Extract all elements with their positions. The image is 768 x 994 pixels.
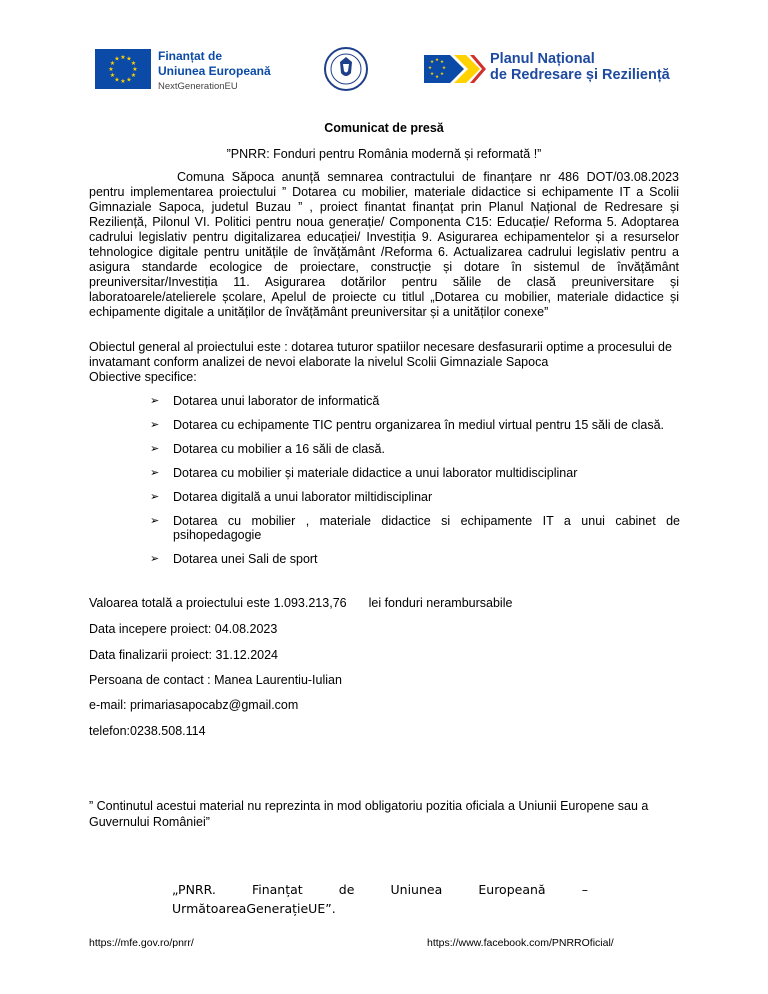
arrow-bullet-icon: ➢ — [150, 443, 160, 455]
arrow-bullet-icon: ➢ — [150, 467, 160, 479]
objectives-list — [150, 394, 680, 566]
list-item: ➢ Dotarea unui laborator de informatică — [150, 394, 380, 408]
eu-logo-line1: Finanțat de — [158, 49, 223, 63]
svg-text:★: ★ — [130, 72, 137, 79]
eu-logo-line3: NextGenerationEU — [158, 81, 238, 92]
total-value-suffix: lei fonduri nerambursabile — [368, 596, 513, 610]
list-item: ➢ Dotarea cu mobilier a 16 săli de clasă. — [150, 442, 385, 456]
document-subtitle: ”PNRR: Fonduri pentru România modernă și reformată !” — [226, 147, 542, 161]
slogan-word: „PNRR. — [172, 882, 216, 897]
eu-funding-logo-text — [158, 49, 288, 92]
pnrr-logo-line2: de Redresare și Reziliență — [490, 67, 670, 83]
svg-text:★: ★ — [126, 55, 132, 63]
arrow-bullet-icon: ➢ — [150, 491, 160, 503]
svg-text:★: ★ — [434, 75, 440, 80]
pnrr-logo-text — [490, 51, 690, 83]
end-date: Data finalizarii proiect: 31.12.2024 — [89, 648, 279, 662]
svg-text:★: ★ — [132, 66, 138, 73]
start-date: Data incepere proiect: 04.08.2023 — [89, 622, 278, 636]
svg-text:★: ★ — [429, 60, 435, 65]
contract-paragraph: Comuna Săpoca anunță semnarea contractului de finanțare nr 486 DOT/03.08.2023 pentru implementarea proiectului ” Dotarea cu mobilier, materiale didactice si echipamente IT a Scolii Gimnaziale Sapoca, judetul Buzau ” , proiect finantat finanțat prin Planul Național de Redresare și Reziliență, Pilonul VI. Politici pentru noua generație/ Componenta C15: Educație/ Reforma 5. Adoptarea cadrului legislativ pentru digitalizarea educației/ Investiția 9. Asigurarea echipamentelor și a resurselor tehnologice digitale pentru unitățile de învățământ /Reforma 6. Actualizarea cadrului legislativ pentru a asigura standarde ecologice de proiectare, construcție și dotare în sistemul de învățământ preuniversitar/Investiția 11. Asigurarea dotărilor pentru sălile de clasă preuniversitare și laboratoarele/atelierele școlare, Apelul de proiecte cu titlul „Dotarea cu mobilier, materiale didactice și echipamente digitale a unităților de învățământ preuniversitar și a unităților conexe” — [89, 170, 679, 319]
list-item: ➢ Dotarea unei Sali de sport — [150, 552, 318, 566]
email: e-mail: primariasapocabz@gmail.com — [89, 698, 299, 712]
objectives-intro — [89, 340, 679, 385]
svg-text:★: ★ — [434, 58, 440, 63]
total-value — [89, 596, 512, 610]
general-objective: Obiectul general al proiectului este : dotarea tuturor spatiilor necesare desfasurarii optime a procesului de invatamant conform analizei de nevoi elaborate la nivelul Scolii Gimnaziale Sapoca — [89, 340, 672, 369]
svg-text:★: ★ — [429, 72, 435, 77]
pnrr-footer-slogan — [172, 880, 588, 918]
pnrr-logo-icon — [424, 51, 486, 87]
arrow-bullet-icon: ➢ — [150, 419, 160, 431]
slogan-word: Europeană — [478, 882, 546, 897]
arrow-bullet-icon: ➢ — [150, 515, 160, 527]
slogan-line2: UrmătoareaGenerațieUE”. — [172, 901, 336, 916]
pnrr-logo-line1: Planul Național — [490, 51, 595, 67]
svg-text:★: ★ — [114, 76, 120, 84]
contact-person: Persoana de contact : Manea Laurentiu-Iulian — [89, 673, 342, 687]
list-item: ➢ Dotarea cu mobilier , materiale didactice si echipamente IT a unui cabinet de psihopedagogie — [150, 514, 680, 542]
svg-text:★: ★ — [114, 55, 120, 63]
svg-text:★: ★ — [439, 72, 445, 77]
svg-text:★: ★ — [130, 60, 137, 67]
list-item: ➢ Dotarea cu mobilier și materiale didactice a unui laborator multidisciplinar — [150, 466, 578, 480]
disclaimer: ” Continutul acestui material nu reprezinta in mod obligatoriu pozitia oficiala a Uniunii Europene sau a Guvernului României” — [89, 799, 649, 829]
svg-text:★: ★ — [108, 66, 114, 73]
total-value-label: Valoarea totală a proiectului este 1.093.213,76 — [89, 596, 347, 610]
list-item: ➢ Dotarea digitală a unui laborator miltidisciplinar — [150, 490, 433, 504]
svg-text:★: ★ — [441, 66, 447, 71]
svg-text:★: ★ — [109, 72, 116, 79]
svg-text:★: ★ — [126, 76, 132, 84]
mfe-link[interactable]: https://mfe.gov.ro/pnrr/ — [89, 937, 194, 949]
slogan-word: de — [338, 882, 355, 897]
arrow-bullet-icon: ➢ — [150, 553, 160, 565]
svg-text:★: ★ — [109, 60, 116, 67]
slogan-word: Uniunea — [390, 882, 443, 897]
romanian-government-seal-icon — [323, 46, 369, 92]
eu-flag-icon — [95, 49, 151, 89]
slogan-word: Finanțat — [251, 882, 303, 897]
document-title: Comunicat de presă — [324, 121, 444, 135]
facebook-link[interactable]: https://www.facebook.com/PNRROficial/ — [427, 937, 614, 949]
svg-text:★: ★ — [427, 66, 433, 71]
svg-text:★: ★ — [120, 78, 126, 85]
phone: telefon:0238.508.114 — [89, 724, 206, 738]
specific-objectives-label: Obiective specifice: — [89, 370, 197, 384]
list-item: ➢ Dotarea cu echipamente TIC pentru organizarea în mediul virtual pentru 15 săli de clasă. — [150, 418, 665, 432]
svg-text:★: ★ — [120, 54, 126, 61]
svg-text:★: ★ — [439, 60, 445, 65]
slogan-word: – — [581, 882, 588, 897]
arrow-bullet-icon: ➢ — [150, 395, 160, 407]
eu-logo-line2: Uniunea Europeană — [158, 64, 271, 78]
